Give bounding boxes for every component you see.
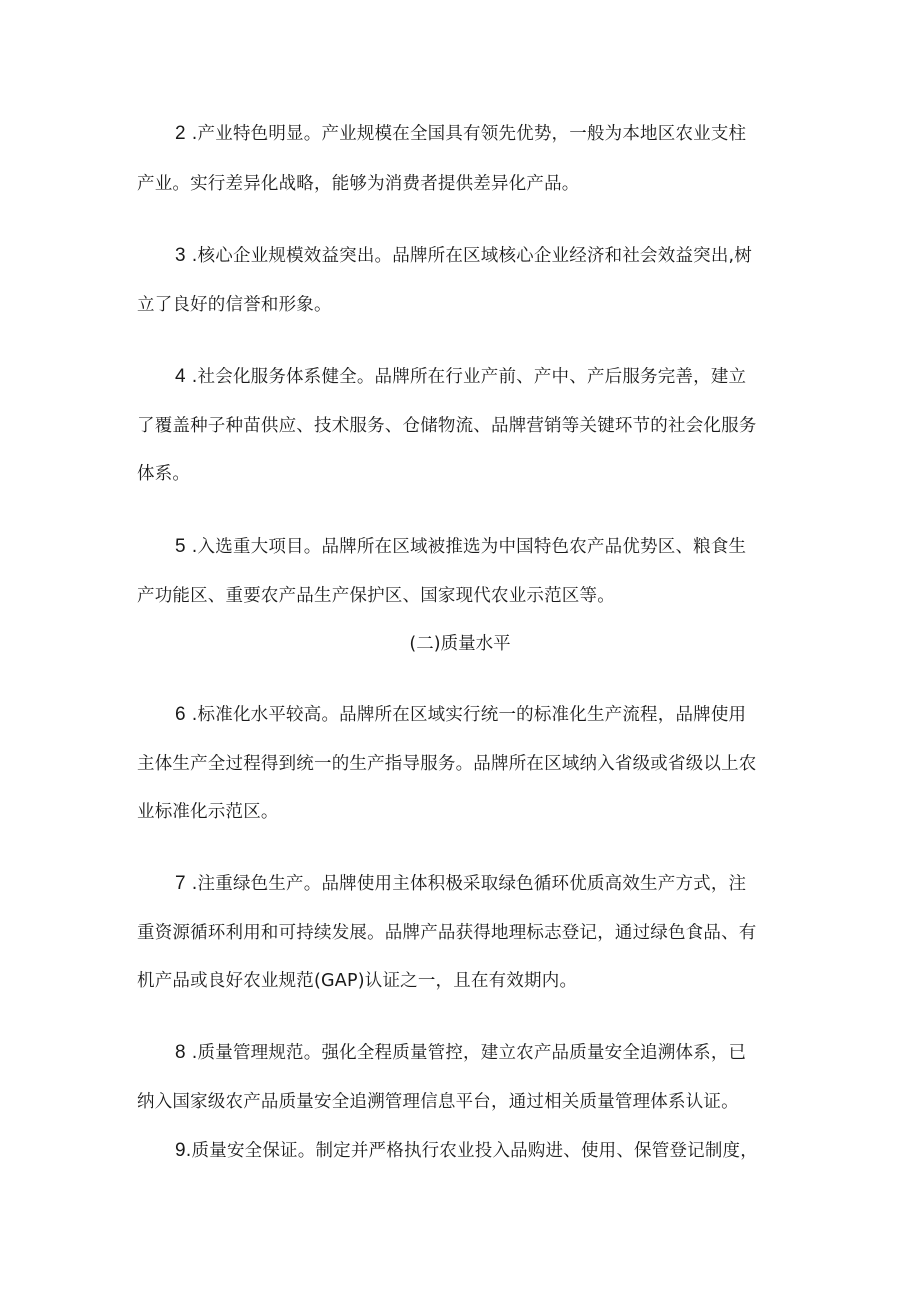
paragraph-text: .注重绿色生产。品牌使用主体积极采取绿色循环优质高效生产方式，注	[191, 874, 747, 894]
item-number: 2	[175, 123, 186, 144]
paragraph-text: .入选重大项目。品牌所在区域被推选为中国特色农产品优势区、粮食生	[191, 537, 747, 557]
paragraph-4-line-3: 体系。	[137, 464, 191, 484]
paragraph-2-line-1	[175, 122, 835, 146]
paragraph-8-line-2: 纳入国家级农产品质量安全追溯管理信息平台，通过相关质量管理体系认证。	[137, 1092, 739, 1112]
paragraph-text: .标准化水平较高。品牌所在区域实行统一的标准化生产流程，品牌使用	[191, 705, 747, 725]
paragraph-text: .质量管理规范。强化全程质量管控，建立农产品质量安全追溯体系，已	[191, 1043, 747, 1063]
paragraph-7-line-3: 机产品或良好农业规范(GAP)认证之一，且在有效期内。	[137, 971, 578, 991]
paragraph-text: .社会化服务体系健全。品牌所在行业产前、产中、产后服务完善，建立	[191, 367, 747, 387]
item-number: 7	[175, 873, 186, 894]
item-number: 5	[175, 536, 186, 557]
paragraph-7-line-1	[175, 872, 835, 896]
section-heading: (二)质量水平	[409, 634, 511, 654]
paragraph-7-line-2: 重资源循环利用和可持续发展。品牌产品获得地理标志登记，通过绿色食品、有	[137, 923, 757, 943]
paragraph-3-line-2: 立了良好的信誉和形象。	[137, 295, 332, 315]
paragraph-9-line-1	[175, 1139, 835, 1163]
item-number: 4	[175, 366, 186, 387]
paragraph-6-line-3: 业标准化示范区。	[137, 802, 279, 822]
paragraph-4-line-1	[175, 365, 835, 389]
paragraph-8-line-1	[175, 1041, 835, 1065]
item-number: 6	[175, 704, 186, 725]
paragraph-6-line-2: 主体生产全过程得到统一的生产指导服务。品牌所在区域纳入省级或省级以上农	[137, 754, 757, 774]
paragraph-text: .核心企业规模效益突出。品牌所在区域核心企业经济和社会效益突出,树	[191, 246, 753, 266]
paragraph-5-line-1	[175, 535, 835, 559]
item-number: 8	[175, 1042, 186, 1063]
paragraph-4-line-2: 了覆盖种子种苗供应、技术服务、仓储物流、品牌营销等关键环节的社会化服务	[137, 416, 757, 436]
item-number: 3	[175, 245, 186, 266]
item-number: 9	[175, 1140, 186, 1161]
paragraph-text: .产业特色明显。产业规模在全国具有领先优势，一般为本地区农业支柱	[191, 124, 747, 144]
paragraph-text: .质量安全保证。制定并严格执行农业投入品购进、使用、保管登记制度，	[185, 1141, 758, 1161]
paragraph-2-line-2: 产业。实行差异化战略，能够为消费者提供差异化产品。	[137, 174, 580, 194]
paragraph-3-line-1	[175, 244, 835, 268]
paragraph-6-line-1	[175, 703, 835, 727]
paragraph-5-line-2: 产功能区、重要农产品生产保护区、国家现代农业示范区等。	[137, 586, 615, 606]
